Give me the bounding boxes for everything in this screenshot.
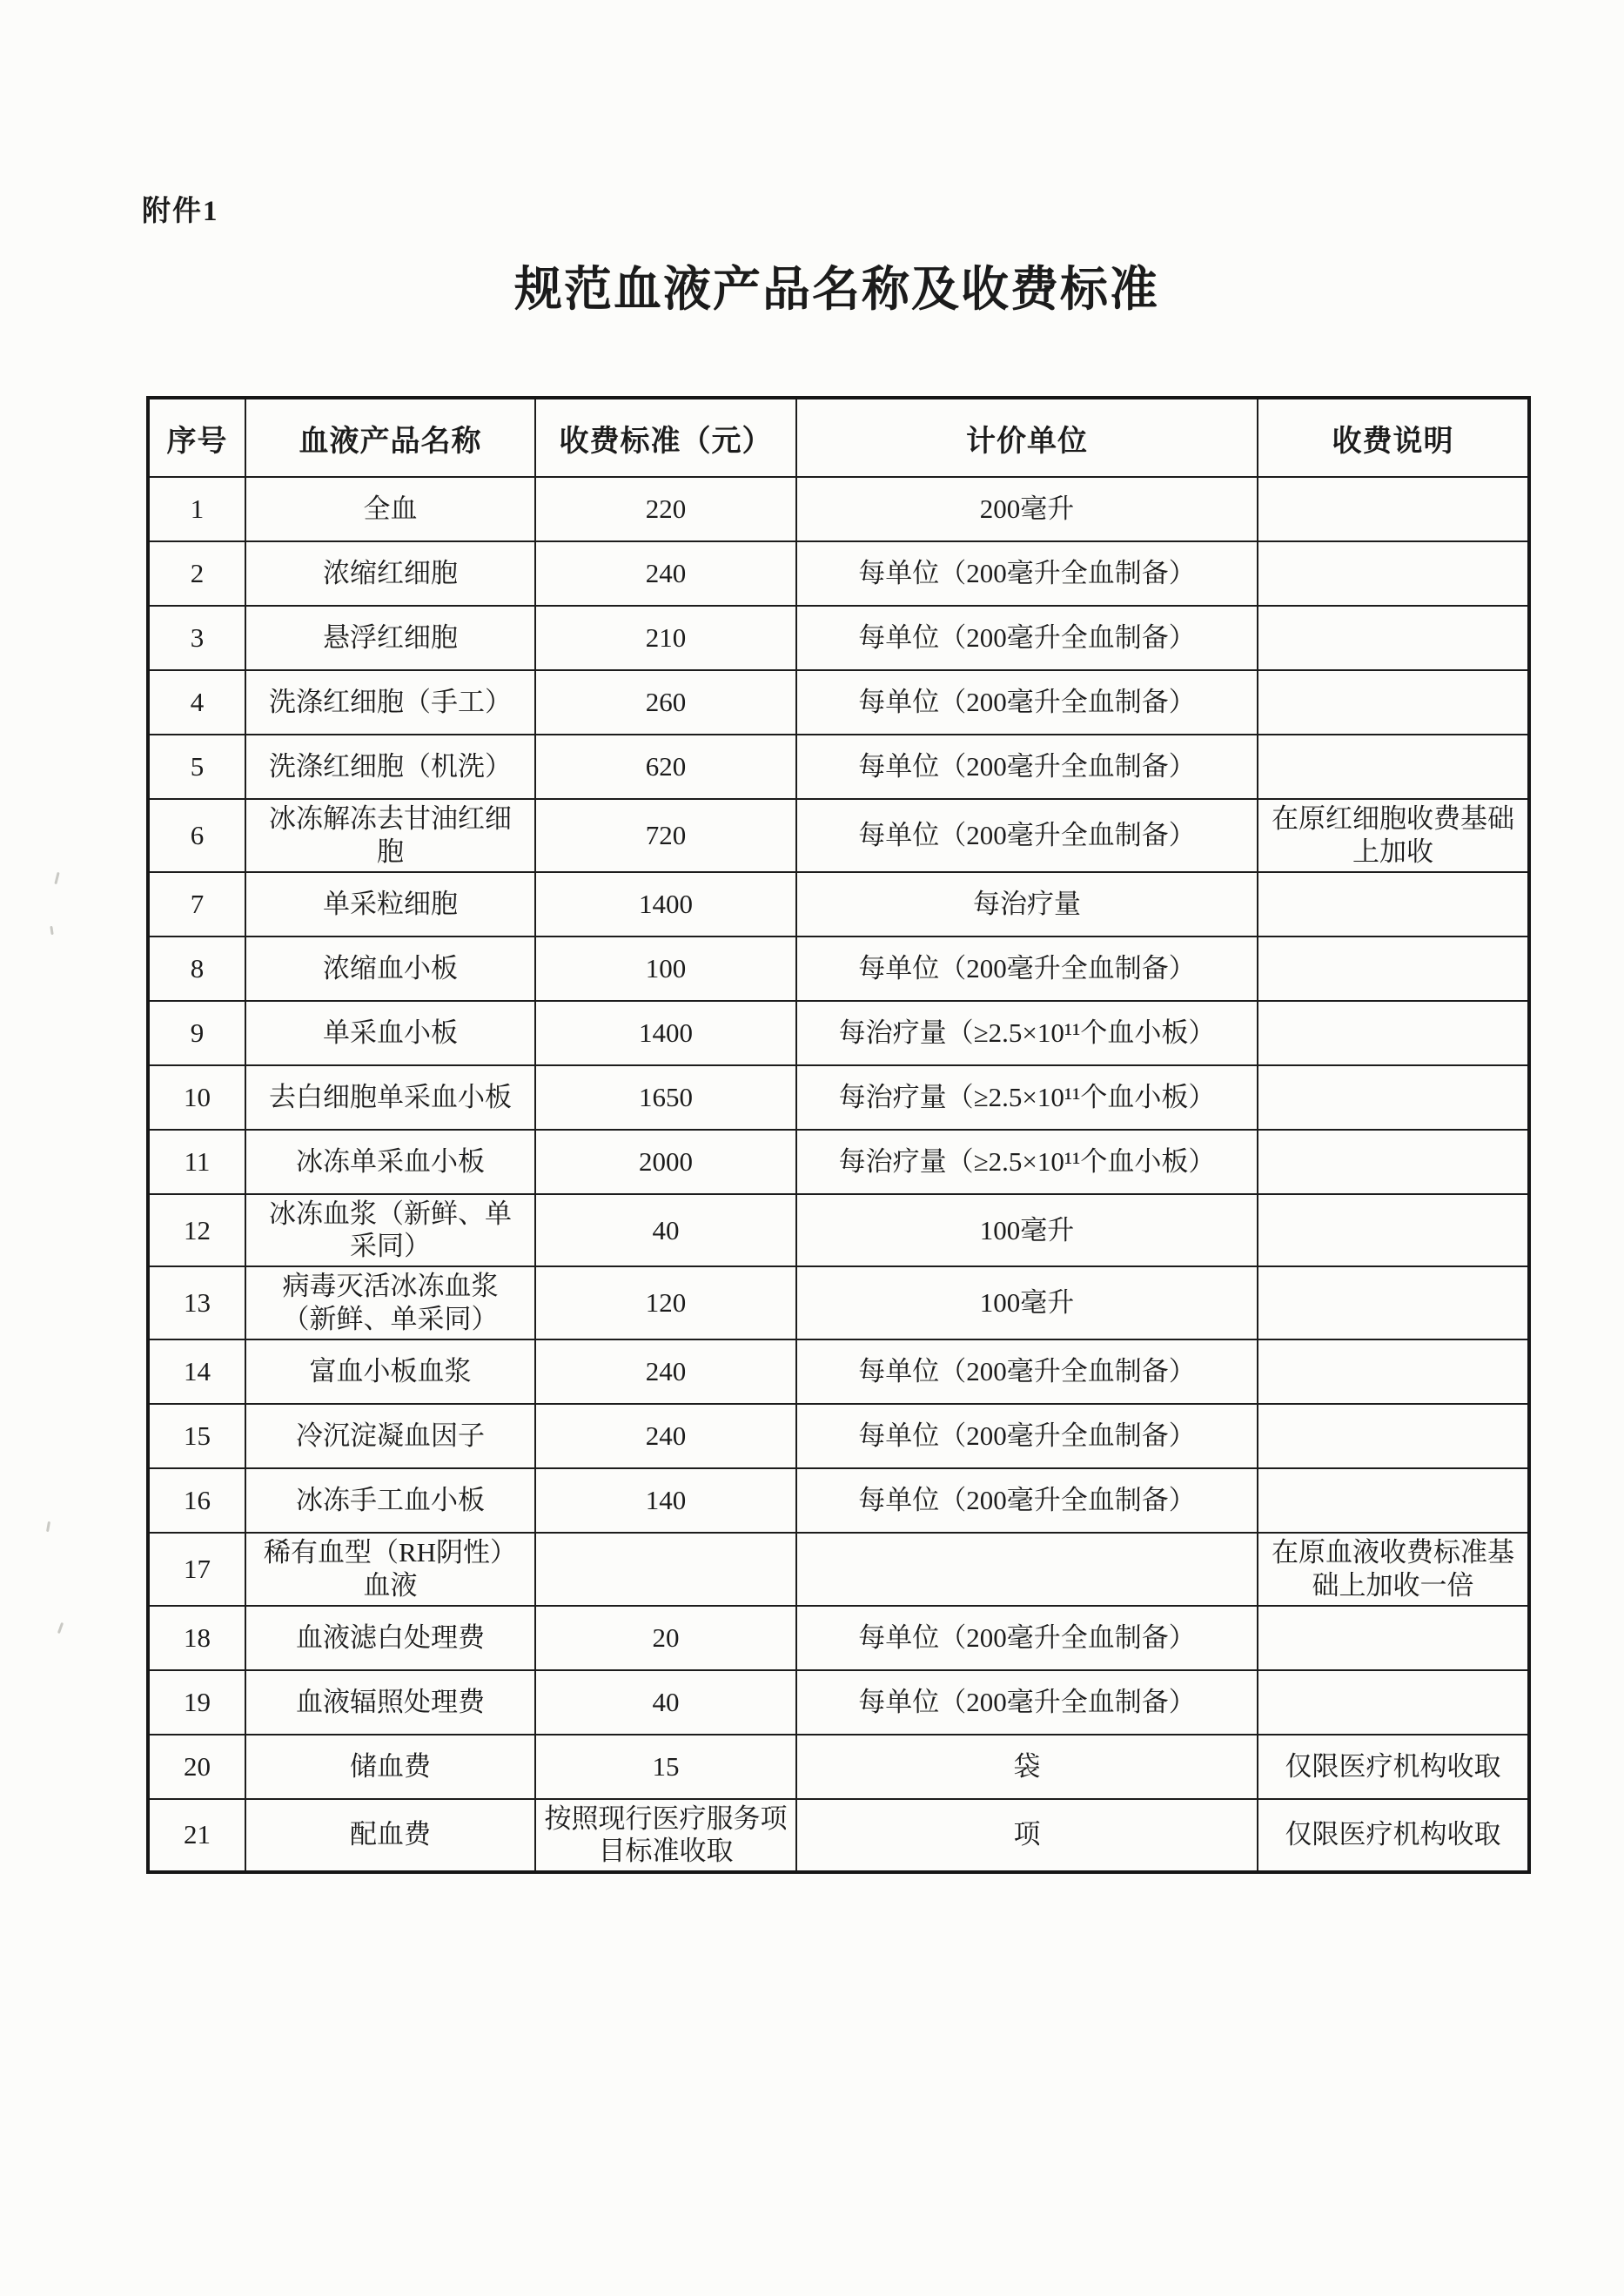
row-index-cell: 10 — [148, 1065, 245, 1130]
header-fee-standard: 收费标准（元） — [535, 398, 796, 477]
row-index-cell: 6 — [148, 799, 245, 872]
pricing-unit-cell: 100毫升 — [796, 1194, 1258, 1267]
pricing-unit-cell: 每治疗量 — [796, 872, 1258, 937]
product-name-cell: 冰冻血浆（新鲜、单采同） — [245, 1194, 535, 1267]
fee-note-cell — [1258, 1065, 1529, 1130]
fee-note-cell — [1258, 1606, 1529, 1670]
fee-note-cell — [1258, 1194, 1529, 1267]
table-row — [148, 872, 1529, 937]
header-row — [148, 398, 1529, 477]
product-name-cell: 单采血小板 — [245, 1001, 535, 1065]
table-row — [148, 541, 1529, 606]
table-row — [148, 1130, 1529, 1194]
row-index-cell: 9 — [148, 1001, 245, 1065]
row-index-cell: 3 — [148, 606, 245, 670]
pricing-unit-cell: 每治疗量（≥2.5×10¹¹个血小板） — [796, 1130, 1258, 1194]
fee-standard-cell: 620 — [535, 735, 796, 799]
table-row — [148, 477, 1529, 541]
fee-standard-cell: 2000 — [535, 1130, 796, 1194]
product-name-cell: 配血费 — [245, 1799, 535, 1873]
fee-standard-cell: 140 — [535, 1468, 796, 1533]
fee-standard-cell: 20 — [535, 1606, 796, 1670]
table-row — [148, 1533, 1529, 1606]
product-name-cell: 冰冻单采血小板 — [245, 1130, 535, 1194]
header-pricing-unit: 计价单位 — [796, 398, 1258, 477]
fee-note-cell: 在原红细胞收费基础上加收 — [1258, 799, 1529, 872]
scan-artifact — [54, 872, 59, 884]
fee-note-cell — [1258, 735, 1529, 799]
fee-standard-cell: 220 — [535, 477, 796, 541]
table-row — [148, 1468, 1529, 1533]
pricing-unit-cell — [796, 1533, 1258, 1606]
scan-artifact — [57, 1622, 64, 1634]
fee-note-cell: 在原血液收费标准基础上加收一倍 — [1258, 1533, 1529, 1606]
product-name-cell: 洗涤红细胞（手工） — [245, 670, 535, 735]
fee-standard-cell: 15 — [535, 1735, 796, 1799]
header-product-name: 血液产品名称 — [245, 398, 535, 477]
fee-note-cell — [1258, 1001, 1529, 1065]
pricing-unit-cell: 每单位（200毫升全血制备） — [796, 1606, 1258, 1670]
pricing-unit-cell: 每单位（200毫升全血制备） — [796, 670, 1258, 735]
pricing-unit-cell: 每单位（200毫升全血制备） — [796, 1339, 1258, 1404]
pricing-unit-cell: 每单位（200毫升全血制备） — [796, 799, 1258, 872]
fee-note-cell — [1258, 937, 1529, 1001]
row-index-cell: 17 — [148, 1533, 245, 1606]
table-row — [148, 1735, 1529, 1799]
fee-table-body — [148, 477, 1529, 1872]
pricing-unit-cell: 项 — [796, 1799, 1258, 1873]
fee-note-cell: 仅限医疗机构收取 — [1258, 1735, 1529, 1799]
table-row — [148, 606, 1529, 670]
row-index-cell: 13 — [148, 1266, 245, 1339]
fee-standard-cell: 120 — [535, 1266, 796, 1339]
fee-standard-cell: 260 — [535, 670, 796, 735]
product-name-cell: 病毒灭活冰冻血浆（新鲜、单采同） — [245, 1266, 535, 1339]
fee-note-cell — [1258, 606, 1529, 670]
product-name-cell: 储血费 — [245, 1735, 535, 1799]
header-fee-note: 收费说明 — [1258, 398, 1529, 477]
product-name-cell: 浓缩血小板 — [245, 937, 535, 1001]
fee-note-cell — [1258, 1404, 1529, 1468]
product-name-cell: 冷沉淀凝血因子 — [245, 1404, 535, 1468]
row-index-cell: 4 — [148, 670, 245, 735]
product-name-cell: 冰冻解冻去甘油红细胞 — [245, 799, 535, 872]
table-row — [148, 1606, 1529, 1670]
product-name-cell: 富血小板血浆 — [245, 1339, 535, 1404]
product-name-cell: 浓缩红细胞 — [245, 541, 535, 606]
table-row — [148, 799, 1529, 872]
table-row — [148, 1065, 1529, 1130]
fee-standard-cell: 240 — [535, 541, 796, 606]
product-name-cell: 稀有血型（RH阴性）血液 — [245, 1533, 535, 1606]
pricing-unit-cell: 袋 — [796, 1735, 1258, 1799]
row-index-cell: 15 — [148, 1404, 245, 1468]
fee-standard-cell: 210 — [535, 606, 796, 670]
table-row — [148, 937, 1529, 1001]
fee-note-cell — [1258, 1130, 1529, 1194]
table-row — [148, 1266, 1529, 1339]
row-index-cell: 18 — [148, 1606, 245, 1670]
fee-standard-cell: 1400 — [535, 872, 796, 937]
fee-standard-cell: 按照现行医疗服务项目标准收取 — [535, 1799, 796, 1873]
fee-note-cell — [1258, 1468, 1529, 1533]
pricing-unit-cell: 每单位（200毫升全血制备） — [796, 1404, 1258, 1468]
fee-standard-cell: 1400 — [535, 1001, 796, 1065]
fee-note-cell — [1258, 872, 1529, 937]
table-row — [148, 1339, 1529, 1404]
table-row — [148, 1194, 1529, 1267]
fee-note-cell — [1258, 670, 1529, 735]
row-index-cell: 11 — [148, 1130, 245, 1194]
fee-note-cell — [1258, 1266, 1529, 1339]
fee-note-cell — [1258, 1339, 1529, 1404]
table-row — [148, 735, 1529, 799]
pricing-unit-cell: 200毫升 — [796, 477, 1258, 541]
pricing-unit-cell: 每治疗量（≥2.5×10¹¹个血小板） — [796, 1065, 1258, 1130]
fee-standard-cell: 1650 — [535, 1065, 796, 1130]
row-index-cell: 2 — [148, 541, 245, 606]
fee-note-cell — [1258, 541, 1529, 606]
pricing-unit-cell: 每治疗量（≥2.5×10¹¹个血小板） — [796, 1001, 1258, 1065]
pricing-unit-cell: 每单位（200毫升全血制备） — [796, 541, 1258, 606]
table-row — [148, 1799, 1529, 1873]
pricing-unit-cell: 每单位（200毫升全血制备） — [796, 606, 1258, 670]
blood-product-fee-table — [146, 396, 1531, 1874]
row-index-cell: 21 — [148, 1799, 245, 1873]
row-index-cell: 12 — [148, 1194, 245, 1267]
scan-artifact — [46, 1521, 50, 1532]
table-row — [148, 1404, 1529, 1468]
product-name-cell: 血液辐照处理费 — [245, 1670, 535, 1735]
fee-standard-cell: 40 — [535, 1670, 796, 1735]
table-row — [148, 1001, 1529, 1065]
table-header — [148, 398, 1529, 477]
pricing-unit-cell: 每单位（200毫升全血制备） — [796, 735, 1258, 799]
fee-note-cell — [1258, 1670, 1529, 1735]
row-index-cell: 14 — [148, 1339, 245, 1404]
product-name-cell: 去白细胞单采血小板 — [245, 1065, 535, 1130]
row-index-cell: 7 — [148, 872, 245, 937]
header-index: 序号 — [148, 398, 245, 477]
fee-standard-cell: 240 — [535, 1404, 796, 1468]
fee-standard-cell: 240 — [535, 1339, 796, 1404]
pricing-unit-cell: 每单位（200毫升全血制备） — [796, 937, 1258, 1001]
pricing-unit-cell: 每单位（200毫升全血制备） — [796, 1468, 1258, 1533]
product-name-cell: 洗涤红细胞（机洗） — [245, 735, 535, 799]
row-index-cell: 1 — [148, 477, 245, 541]
fee-note-cell — [1258, 477, 1529, 541]
fee-standard-cell — [535, 1533, 796, 1606]
row-index-cell: 5 — [148, 735, 245, 799]
row-index-cell: 20 — [148, 1735, 245, 1799]
table-row — [148, 1670, 1529, 1735]
product-name-cell: 全血 — [245, 477, 535, 541]
pricing-unit-cell: 每单位（200毫升全血制备） — [796, 1670, 1258, 1735]
fee-standard-cell: 40 — [535, 1194, 796, 1267]
product-name-cell: 血液滤白处理费 — [245, 1606, 535, 1670]
page-title: 规范血液产品名称及收费标准 — [513, 263, 1159, 316]
fee-note-cell: 仅限医疗机构收取 — [1258, 1799, 1529, 1873]
fee-standard-cell: 720 — [535, 799, 796, 872]
table-row — [148, 670, 1529, 735]
row-index-cell: 19 — [148, 1670, 245, 1735]
row-index-cell: 16 — [148, 1468, 245, 1533]
row-index-cell: 8 — [148, 937, 245, 1001]
fee-standard-cell: 100 — [535, 937, 796, 1001]
product-name-cell: 冰冻手工血小板 — [245, 1468, 535, 1533]
scan-artifact — [50, 926, 53, 935]
attachment-label: 附件1 — [142, 196, 219, 227]
product-name-cell: 悬浮红细胞 — [245, 606, 535, 670]
product-name-cell: 单采粒细胞 — [245, 872, 535, 937]
pricing-unit-cell: 100毫升 — [796, 1266, 1258, 1339]
